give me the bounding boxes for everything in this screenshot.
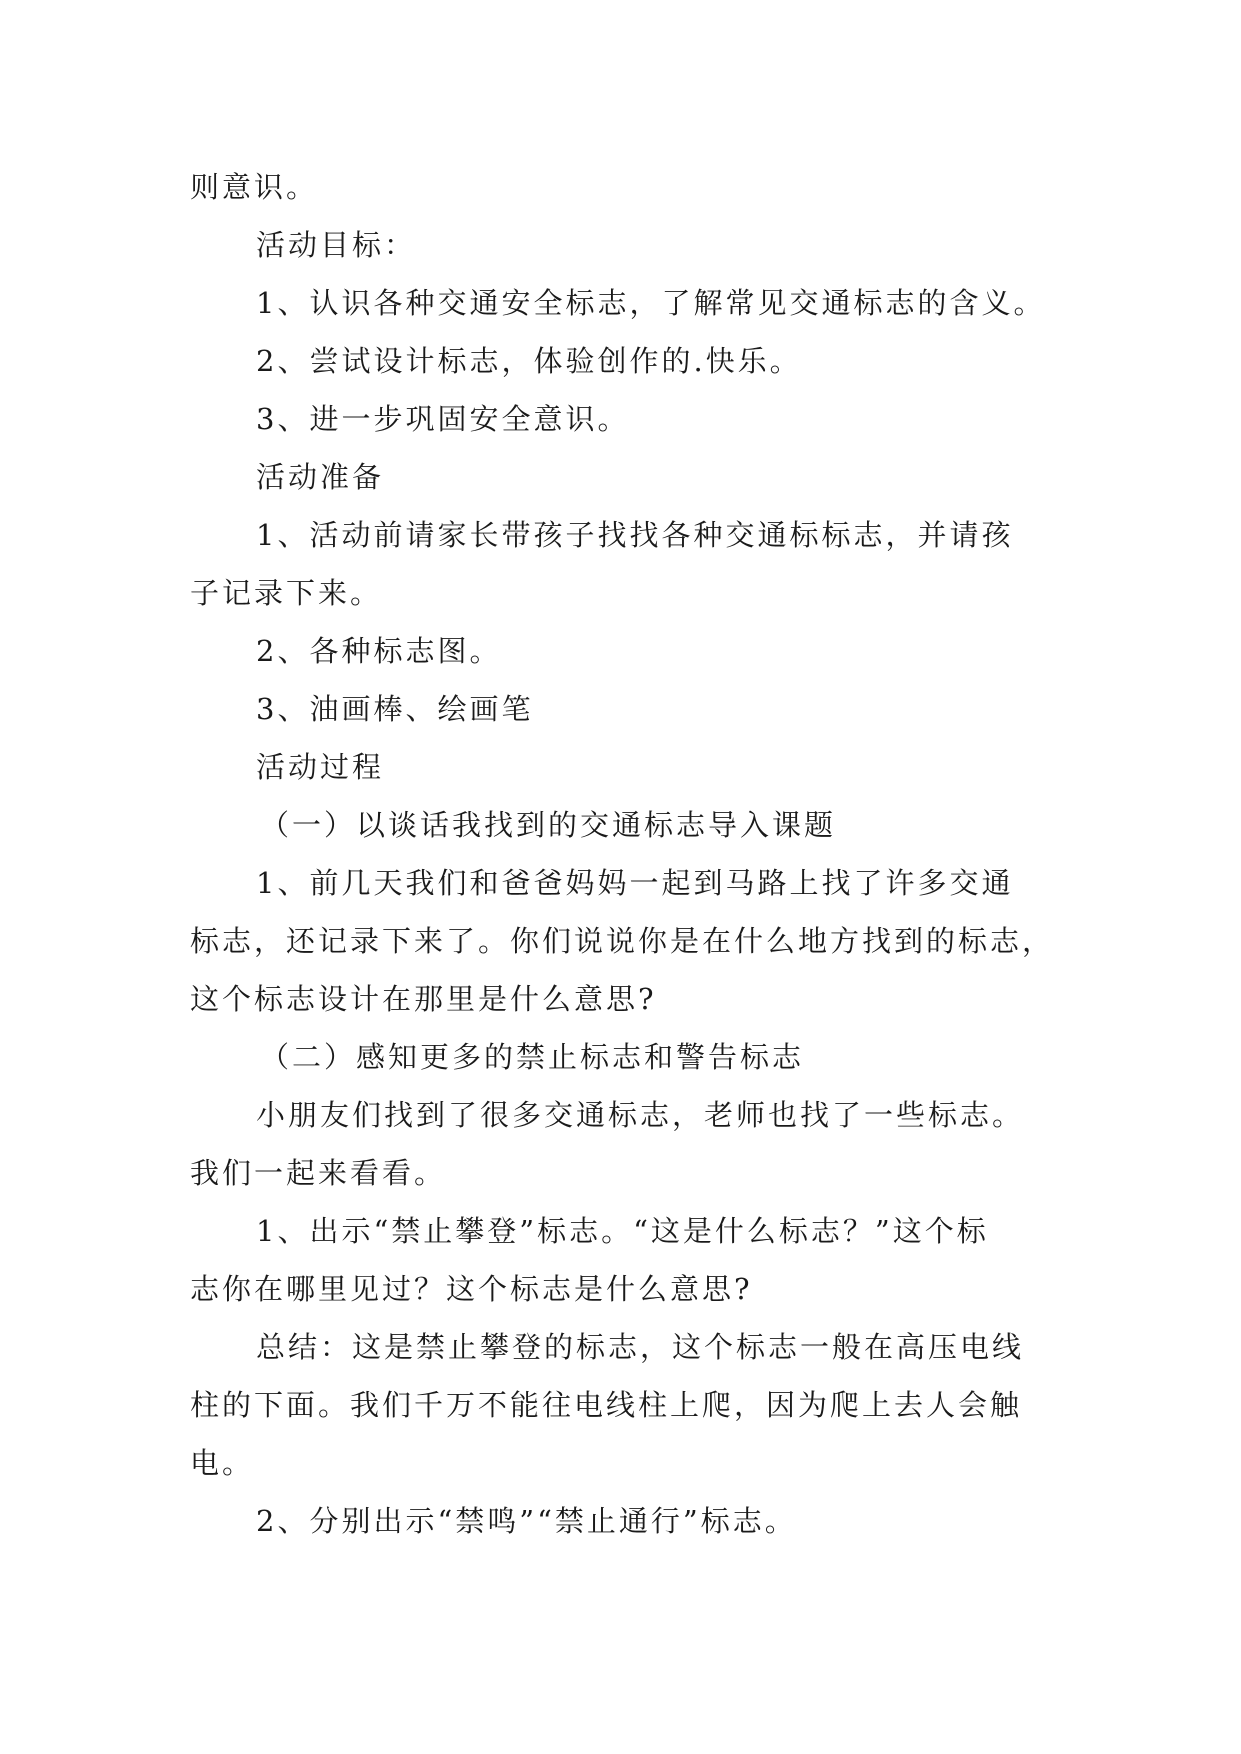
- prep-item-1-cont: 子记录下来。: [190, 576, 383, 610]
- document-body: [190, 158, 1070, 1550]
- section-heading-1: （一）以谈话我找到的交通标志导入课题: [260, 808, 837, 842]
- text-line-1: 则意识。: [190, 170, 319, 204]
- process-item-1-cont-b: 这个标志设计在那里是什么意思?: [190, 982, 657, 1016]
- prep-item-1: 1、活动前请家长带孩子找找各种交通标标志，并请孩: [256, 518, 1014, 552]
- process-item-2-2: 2、分别出示“禁鸣”“禁止通行”标志。: [256, 1504, 797, 1538]
- paragraph-teacher-signs: 小朋友们找到了很多交通标志，老师也找了一些标志。: [256, 1098, 1025, 1132]
- paragraph-teacher-signs-cont: 我们一起来看看。: [190, 1156, 447, 1190]
- prep-item-3: 3、油画棒、绘画笔: [256, 692, 534, 726]
- process-item-1: 1、前几天我们和爸爸妈妈一起到马路上找了许多交通: [256, 866, 1014, 900]
- goal-item-3: 3、进一步巩固安全意识。: [256, 402, 630, 436]
- summary-paragraph: 总结：这是禁止攀登的标志，这个标志一般在高压电线: [256, 1330, 1025, 1364]
- process-item-2-1-cont: 志你在哪里见过？这个标志是什么意思?: [190, 1272, 753, 1306]
- summary-paragraph-cont-a: 柱的下面。我们千万不能往电线柱上爬，因为爬上去人会触: [190, 1388, 1023, 1422]
- goal-item-2: 2、尝试设计标志，体验创作的.快乐。: [256, 344, 802, 378]
- prep-item-2: 2、各种标志图。: [256, 634, 502, 668]
- summary-paragraph-cont-b: 电。: [190, 1446, 255, 1480]
- heading-activity-preparation: 活动准备: [256, 460, 385, 494]
- heading-activity-goals: 活动目标：: [256, 228, 417, 262]
- section-heading-2: （二）感知更多的禁止标志和警告标志: [260, 1040, 805, 1074]
- heading-activity-process: 活动过程: [256, 750, 385, 784]
- process-item-2-1: 1、出示“禁止攀登”标志。“这是什么标志？”这个标: [256, 1214, 989, 1248]
- process-item-1-cont-a: 标志，还记录下来了。你们说说你是在什么地方找到的标志，: [190, 924, 1055, 958]
- goal-item-1: 1、认识各种交通安全标志，了解常见交通标志的含义。: [256, 286, 1046, 320]
